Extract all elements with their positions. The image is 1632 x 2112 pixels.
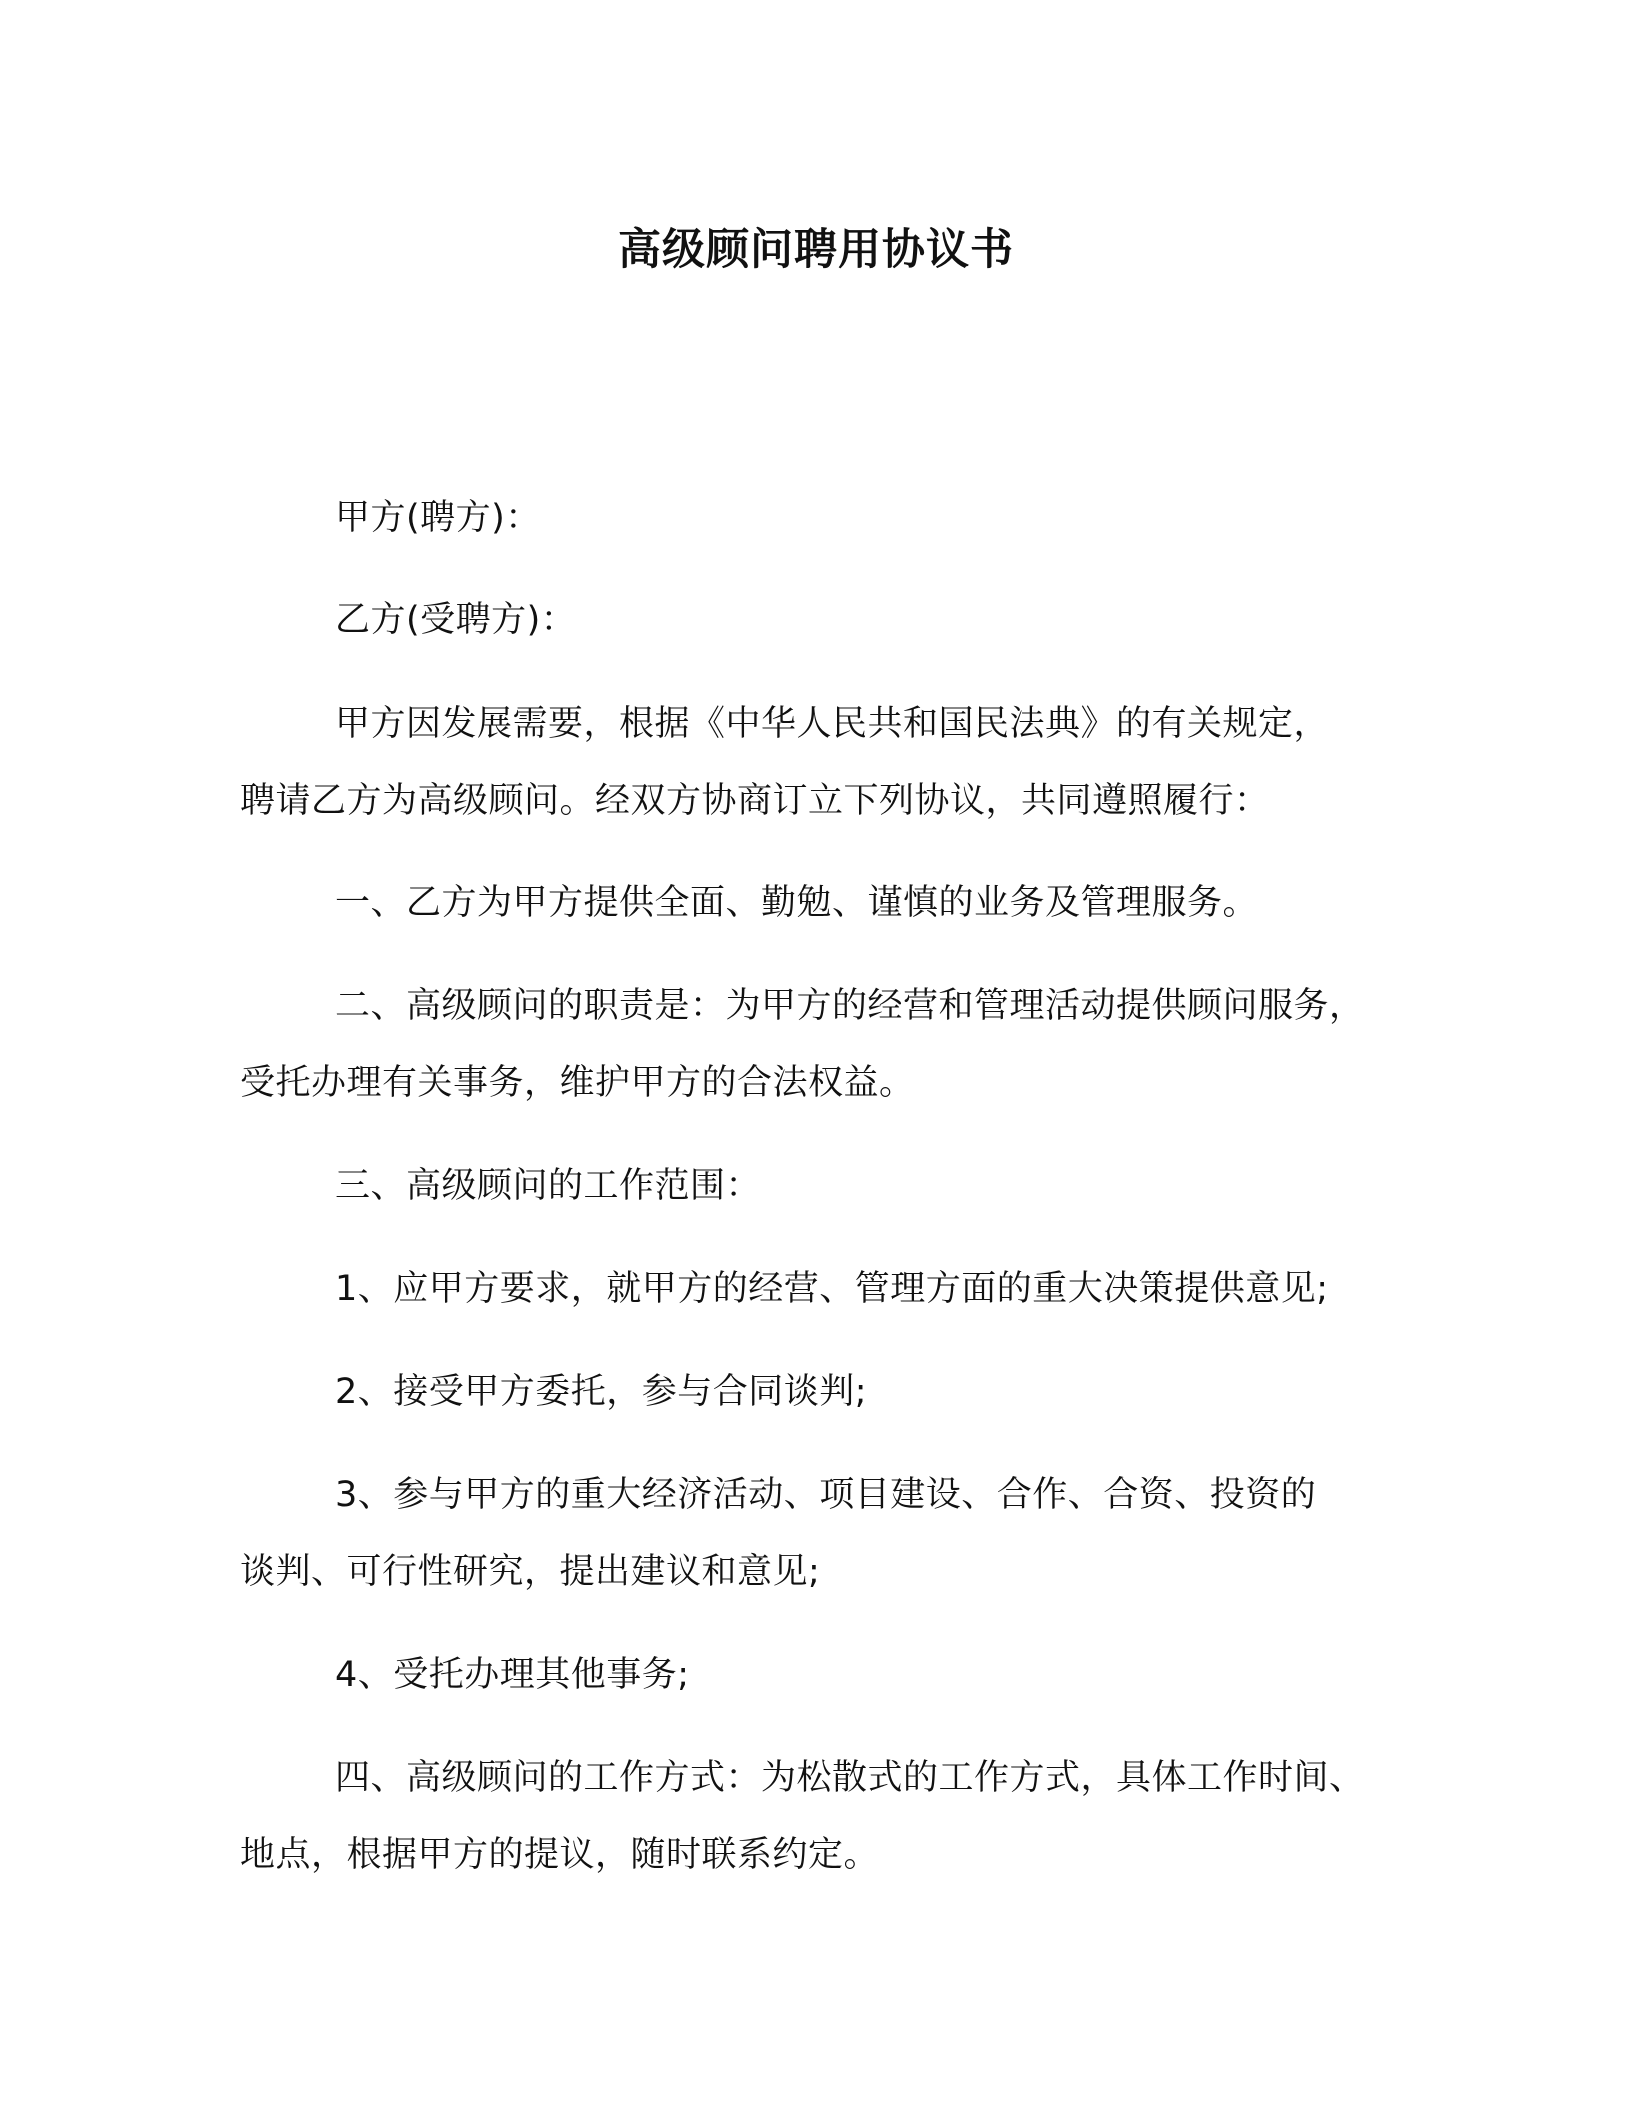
scope-item-3-line-2: 谈判、可行性研究，提出建议和意见; [240,1552,821,1592]
clause-2-line-1: 二、高级顾问的职责是：为甲方的经营和管理活动提供顾问服务， [335,986,1365,1026]
intro-line-2: 聘请乙方为高级顾问。经双方协商订立下列协议，共同遵照履行： [240,781,1270,821]
party-b-label: 乙方(受聘方)： [335,600,577,640]
scope-item-3-line-1: 3、参与甲方的重大经济活动、项目建设、合作、合资、投资的 [335,1475,1317,1515]
scope-item-4: 4、受托办理其他事务; [335,1655,690,1695]
scope-item-2: 2、接受甲方委托，参与合同谈判; [335,1372,868,1412]
clause-4-line-1: 四、高级顾问的工作方式：为松散式的工作方式，具体工作时间、 [335,1758,1365,1798]
document-title: 高级顾问聘用协议书 [618,225,1014,275]
clause-4-line-2: 地点，根据甲方的提议，随时联系约定。 [240,1835,880,1875]
party-a-label: 甲方(聘方)： [335,498,541,538]
scope-item-1: 1、应甲方要求，就甲方的经营、管理方面的重大决策提供意见; [335,1269,1329,1309]
intro-line-1: 甲方因发展需要，根据《中华人民共和国民法典》的有关规定， [335,704,1330,744]
clause-3-heading: 三、高级顾问的工作范围： [335,1166,762,1206]
clause-2-line-2: 受托办理有关事务，维护甲方的合法权益。 [240,1063,915,1103]
clause-1: 一、乙方为甲方提供全面、勤勉、谨慎的业务及管理服务。 [335,883,1259,923]
